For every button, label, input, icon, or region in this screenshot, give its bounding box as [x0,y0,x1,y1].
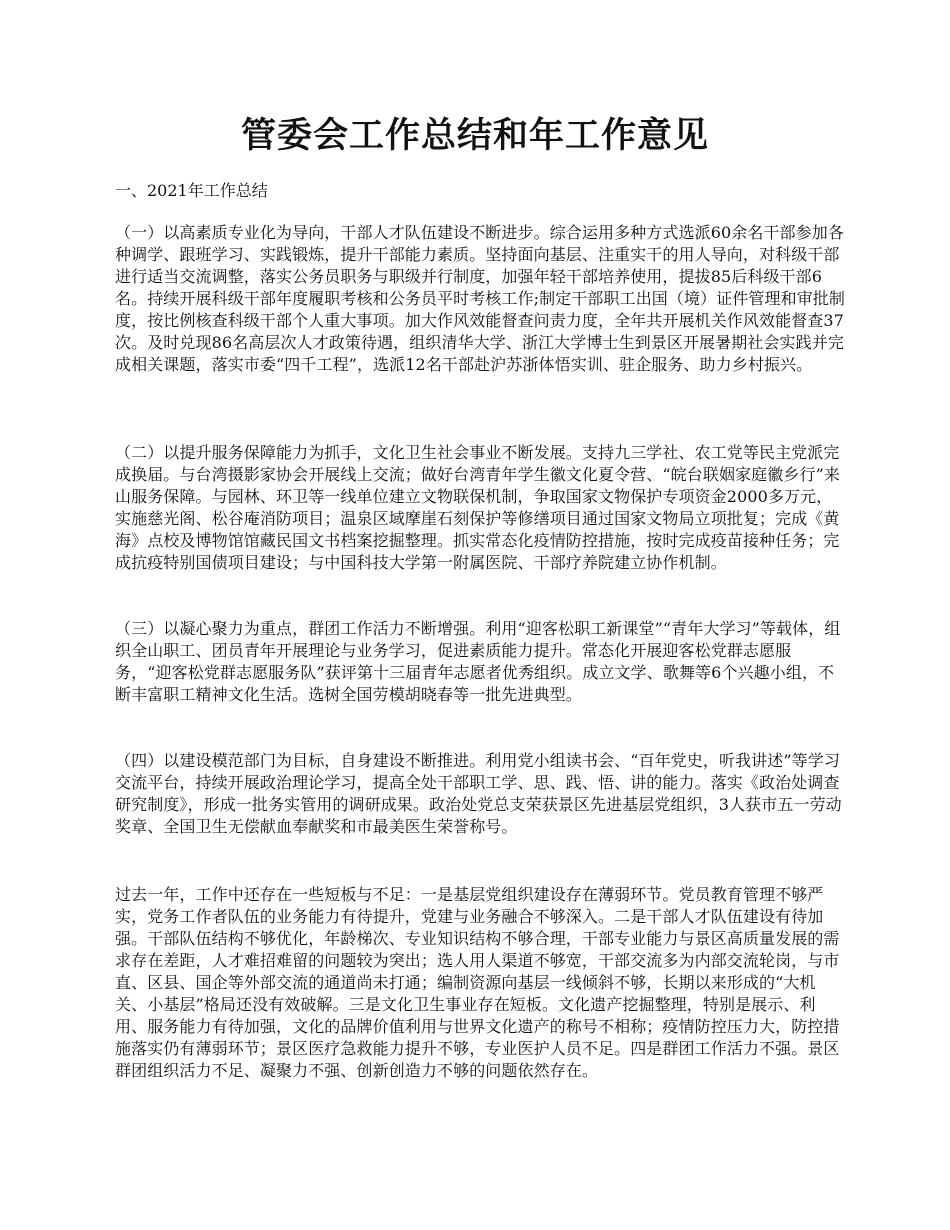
paragraph-5: 过去一年，工作中还存在一些短板与不足：一是基层党组织建设存在薄弱环节。党员教育管理不够严实，党务工作者队伍的业务能力有待提升，党建与业务融合不够深入。二是干部人才队伍建设有待加强。干部队伍结构不够优化，年龄梯次、专业知识结构不够合理，干部专业能力与景区高质量发展的需求存在差距，人才难招难留的问题较为突出；选人用人渠道不够宽，干部交流多为内部交流轮岗，与市直、区县、国企等外部交流的通道尚未打通；编制资源向基层一线倾斜不够，长期以来形成的“大机关、小基层”格局还没有效破解。三是文化卫生事业存在短板。文化遗产挖掘整理，特别是展示、利用、服务能力有待加强，文化的品牌价值利用与世界文化遗产的称号不相称；疫情防控压力大，防控措施落实仍有薄弱环节；景区医疗急救能力提升不够，专业医护人员不足。四是群团工作活力不强。景区群团组织活力不足、凝聚力不强、创新创造力不够的问题依然存在。 [115,885,840,1080]
paragraph-2: （二）以提升服务保障能力为抓手，文化卫生社会事业不断发展。支持九三学社、农工党等民主党派完成换届。与台湾摄影家协会开展线上交流；做好台湾青年学生徽文化夏令营、“皖台联姻家庭徽乡行”来山服务保障。与园林、环卫等一线单位建立文物联保机制，争取国家文物保护专项资金2000多万元，实施慈光阁、松谷庵消防项目；温泉区域摩崖石刻保护等修缮项目通过国家文物局立项批复；完成《黄海》点校及博物馆馆藏民国文书档案挖掘整理。抓实常态化疫情防控措施，按时完成疫苗接种任务；完成抗疫特别国债项目建设；与中国科技大学第一附属医院、干部疗养院建立协作机制。 [115,443,840,572]
paragraph-3: （三）以凝心聚力为重点，群团工作活力不断增强。利用“迎客松职工新课堂”“青年大学习”等载体，组织全山职工、团员青年开展理论与业务学习，促进素质能力提升。常态化开展迎客松党群志愿服务，“迎客松党群志愿服务队”获评第十三届青年志愿者优秀组织。成立文学、歌舞等6个兴趣小组，不断丰富职工精神文化生活。选树全国劳模胡晓春等一批先进典型。 [115,619,841,704]
section-heading: 一、2021年工作总结 [115,181,268,200]
paragraph-1: （一）以高素质专业化为导向，干部人才队伍建设不断进步。综合运用多种方式选派60余名干部参加各种调学、跟班学习、实践锻炼，提升干部能力素质。坚持面向基层、注重实干的用人导向，对科级干部进行适当交流调整，落实公务员职务与职级并行制度，加强年轻干部培养使用，提拔85后科级干部6名。持续开展科级干部年度履职考核和公务员平时考核工作;制定干部职工出国（境）证件管理和审批制度，按比例核查科级干部个人重大事项。加大作风效能督查问责力度，全年共开展机关作风效能督查37次。及时兑现86名高层次人才政策待遇，组织清华大学、浙江大学博士生到景区开展暑期社会实践并完成相关课题，落实市委“四千工程”，选派12名干部赴沪苏浙体悟实训、驻企服务、助力乡村振兴。 [115,223,845,374]
paragraph-4: （四）以建设模范部门为目标，自身建设不断推进。利用党小组读书会、“百年党史，听我讲述”等学习交流平台，持续开展政治理论学习，提高全处干部职工学、思、践、悟、讲的能力。落实《政治处调查研究制度》，形成一批务实管用的调研成果。政治处党总支荣获景区先进基层党组织，3人获市五一劳动奖章、全国卫生无偿献血奉献奖和市最美医生荣誉称号。 [115,751,842,836]
document-title: 管委会工作总结和年工作意见 [240,115,709,156]
